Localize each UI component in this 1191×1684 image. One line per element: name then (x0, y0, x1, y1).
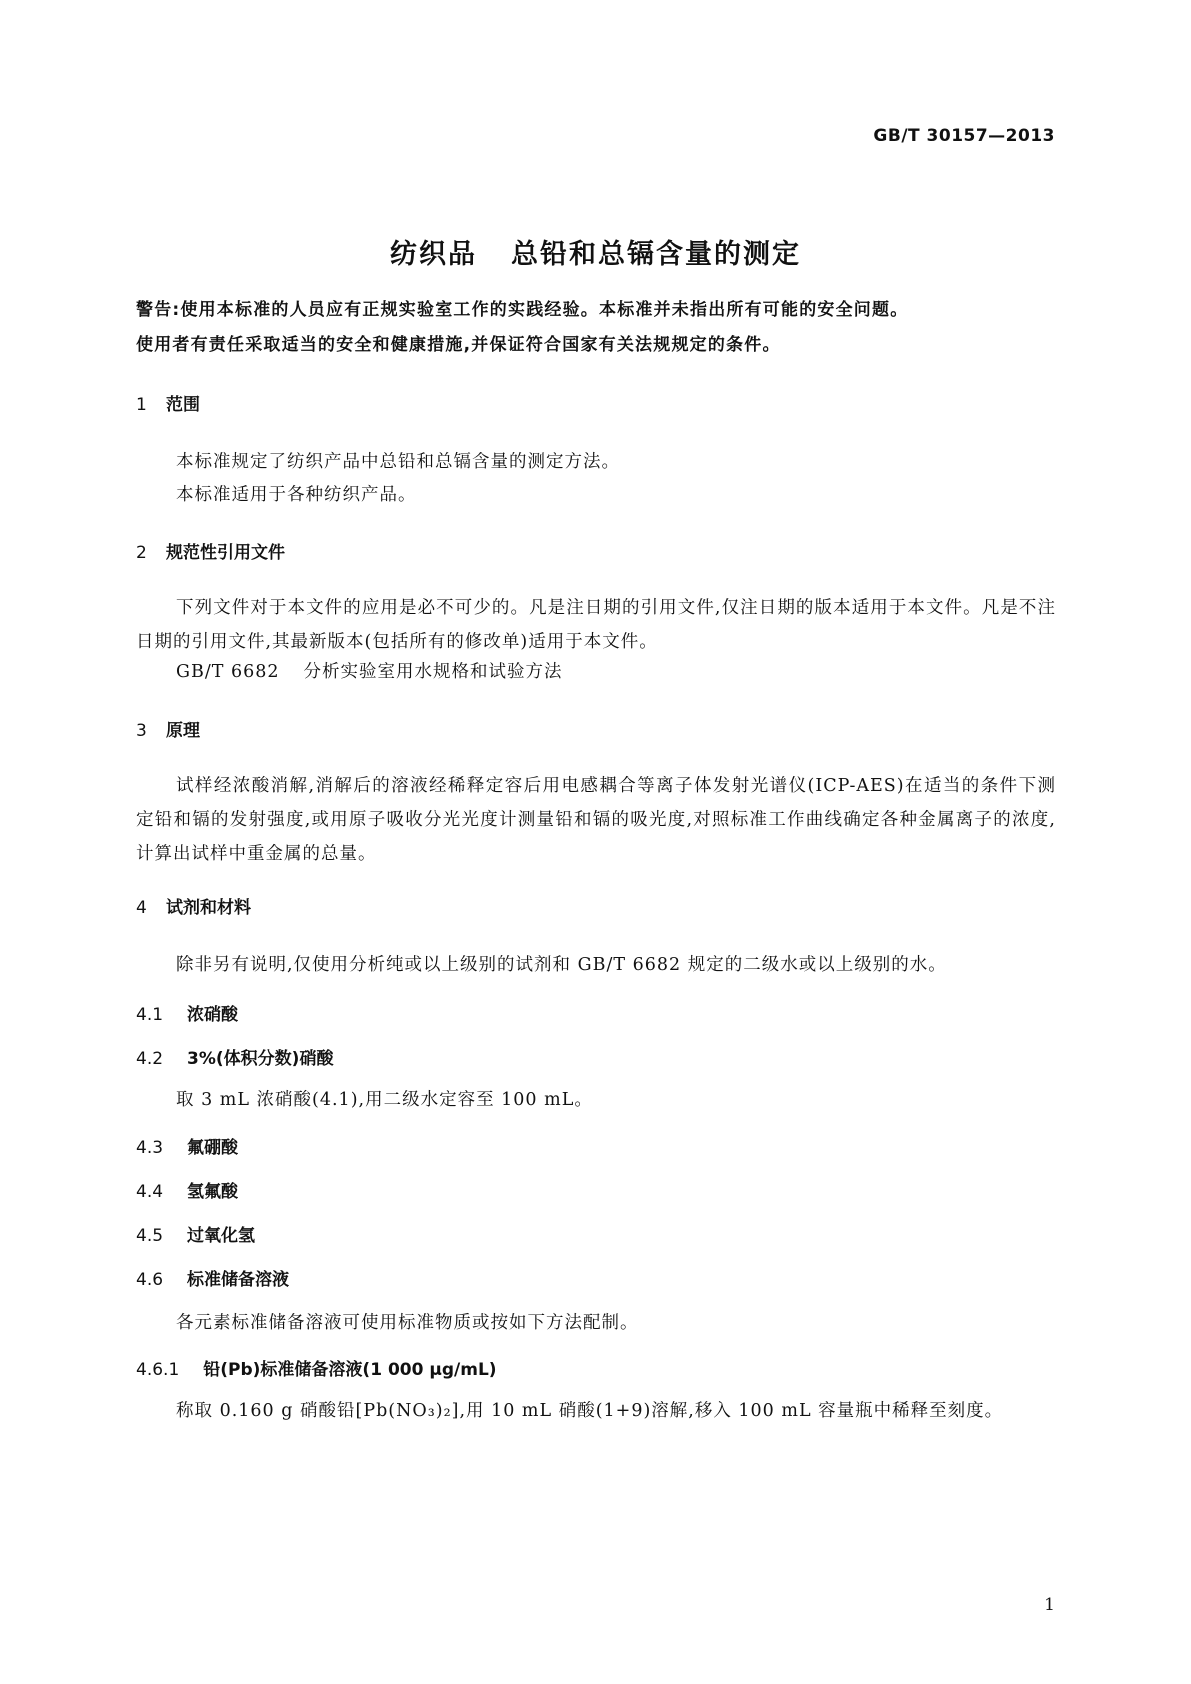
clause-4-2 (136, 1044, 333, 1069)
warning-line-2: 使用者有责任采取适当的安全和健康措施,并保证符合国家有关法规规定的条件。 (136, 335, 781, 355)
page-number: 1 (1044, 1595, 1055, 1615)
section-2-title: 规范性引用文件 (166, 543, 285, 563)
reference-title: 分析实验室用水规格和试验方法 (303, 662, 563, 682)
section-1-title: 范围 (166, 395, 200, 415)
clause-4-4 (136, 1177, 238, 1202)
clause-4-2-text: 取 3 mL 浓硝酸(4.1),用二级水定容至 100 mL。 (176, 1090, 593, 1110)
clause-title: 浓硝酸 (187, 1005, 239, 1025)
section-4-number: 4 (136, 898, 147, 918)
normative-reference (176, 658, 563, 683)
clause-4-5 (136, 1221, 255, 1246)
title-part-1: 纺织品 (390, 239, 477, 270)
clause-4-3 (136, 1133, 238, 1158)
section-3-heading (136, 716, 200, 741)
section-4-heading (136, 893, 251, 918)
clause-number: 4.4 (136, 1182, 164, 1202)
section-1-number: 1 (136, 395, 147, 415)
clause-number: 4.6 (136, 1270, 164, 1290)
clause-4-1 (136, 1000, 238, 1025)
section-3-title: 原理 (166, 721, 200, 741)
clause-title: 3%(体积分数)硝酸 (187, 1049, 334, 1069)
clause-number: 4.2 (136, 1049, 164, 1069)
clause-title: 标准储备溶液 (187, 1270, 290, 1290)
clause-number: 4.3 (136, 1138, 164, 1158)
clause-title: 氢氟酸 (187, 1182, 239, 1202)
section-2-heading (136, 538, 285, 563)
clause-number: 4.5 (136, 1226, 164, 1246)
clause-title: 氟硼酸 (187, 1138, 239, 1158)
reference-code: GB/T 6682 (176, 662, 280, 682)
document-title (0, 232, 1191, 271)
clause-4-6-text: 各元素标准储备溶液可使用标准物质或按如下方法配制。 (176, 1313, 639, 1333)
clause-title: 铅(Pb)标准储备溶液(1 000 μg/mL) (203, 1360, 497, 1380)
section-2-paragraph: 下列文件对于本文件的应用是必不可少的。凡是注日期的引用文件,仅注日期的版本适用于本文件。凡是不注日期的引用文件,其最新版本(包括所有的修改单)适用于本文件。 (136, 598, 1056, 652)
clause-4-6-1-text: 称取 0.160 g 硝酸铅[Pb(NO₃)₂],用 10 mL 硝酸(1+9)溶解,移入 100 mL 容量瓶中稀释至刻度。 (176, 1401, 1004, 1421)
clause-4-6 (136, 1265, 289, 1290)
section-1-paragraph-2: 本标准适用于各种纺织产品。 (176, 485, 417, 505)
section-3-number: 3 (136, 721, 147, 741)
section-1-heading (136, 390, 200, 415)
standard-code: GB/T 30157—2013 (873, 126, 1055, 146)
section-4-title: 试剂和材料 (166, 898, 251, 918)
clause-number: 4.1 (136, 1005, 164, 1025)
warning-line-1: 警告:使用本标准的人员应有正规实验室工作的实践经验。本标准并未指出所有可能的安全问题。 (136, 300, 909, 320)
clause-title: 过氧化氢 (187, 1226, 256, 1246)
title-part-2: 总铅和总镉含量的测定 (511, 239, 801, 270)
section-4-paragraph: 除非另有说明,仅使用分析纯或以上级别的试剂和 GB/T 6682 规定的二级水或以上级别的水。 (176, 955, 947, 975)
clause-4-6-1 (136, 1355, 497, 1380)
clause-number: 4.6.1 (136, 1360, 180, 1380)
section-1-paragraph-1: 本标准规定了纺织产品中总铅和总镉含量的测定方法。 (176, 452, 620, 472)
section-2-number: 2 (136, 543, 147, 563)
section-3-paragraph: 试样经浓酸消解,消解后的溶液经稀释定容后用电感耦合等离子体发射光谱仪(ICP-AES)在适当的条件下测定铅和镉的发射强度,或用原子吸收分光光度计测量铅和镉的吸光度,对照标准工作曲线确定各种金属离子的浓度,计算出试样中重金属的总量。 (136, 776, 1056, 864)
